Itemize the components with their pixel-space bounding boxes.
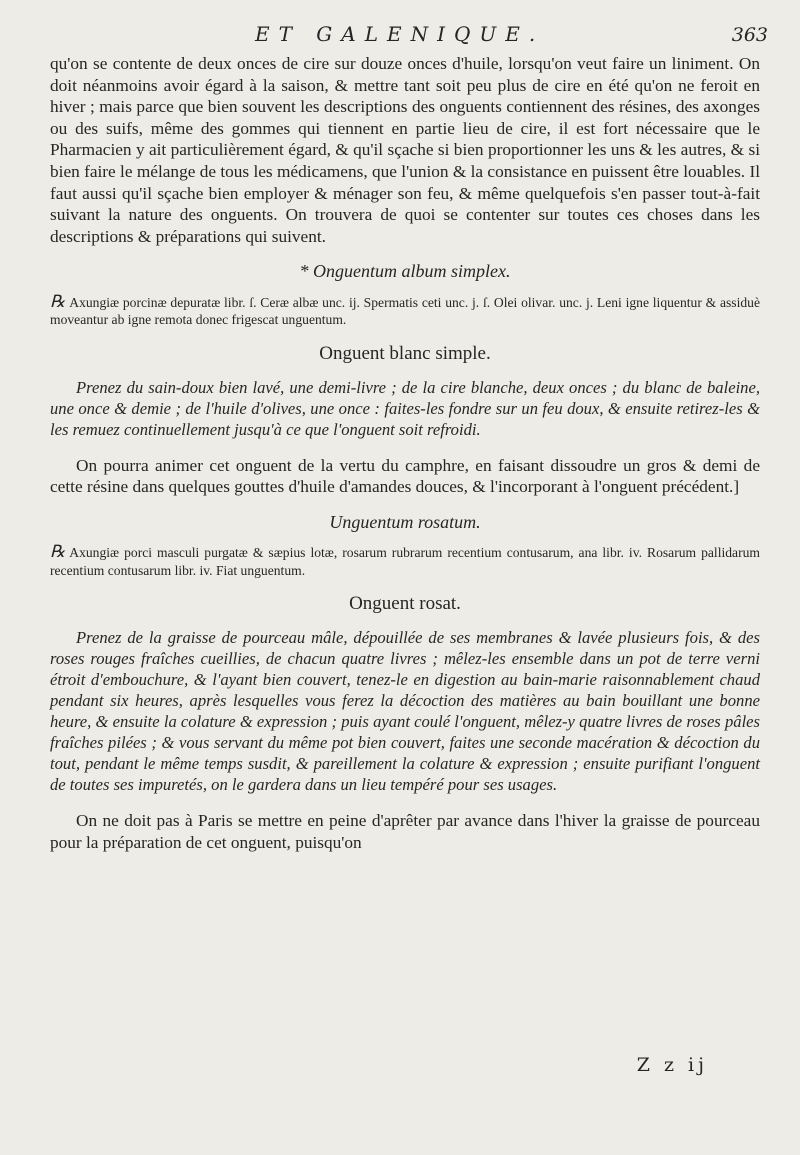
running-head: ET GALENIQUE. [255, 22, 545, 46]
instructions-blanc: Prenez du sain-doux bien lavé, une demi-livre ; de la cire blanche, deux onces ; du blanc de baleine, une once & demie ; de l'huile d'olives, une once : faites-les fondre sur un feu doux, & ensuite retirez-les & les remuez continuellement jusqu'à ce que l'onguent soit refroidi. [50, 377, 760, 439]
paragraph-paris: On ne doit pas à Paris se mettre en peine d'aprêter par avance dans l'hiver la graisse de pourceau pour la préparation de cet onguent, puisqu'on [50, 810, 760, 852]
recipe-latin-album [50, 293, 760, 329]
heading-latin-album: * Onguentum album simplex. [299, 261, 511, 282]
paragraph-camphre: On pourra animer cet onguent de la vertu du camphre, en faisant dissoudre un gros & demi de cette résine dans quelques gouttes d'huile d'amandes douces, & l'incorporant à l'onguent précédent.] [50, 455, 760, 497]
recipe-symbol: ℞ [50, 542, 66, 562]
recipe-latin-text: Axungiæ porcinæ depuratæ libr. ſ. Ceræ albæ unc. ij. Spermatis ceti unc. j. ſ. Olei olivar. unc. j. Leni igne liquentur & assiduè moveantur ab igne remota donec frigescat unguentum. [50, 294, 760, 328]
instructions-rosat: Prenez de la graisse de pourceau mâle, dépouillée de ses membranes & lavée plusieurs fois, & des roses rouges fraîches cueillies, de chacun quatre livres ; mêlez-les ensemble dans un pot de terre verni étroit d'embouchure, & l'ayant bien couvert, tenez-le en digestion au bain-marie raisonnablement chaud pendant six heures, après lesquelles vous ferez la décoction des matières au bain bouillant une bonne heure, & ensuite la colature & expression ; puis ayant coulé l'onguent, mêlez-y quatre livres de roses pâles fraîches pilées ; & vous servant du même pot bien couvert, faites une seconde macération & décoction du tout, pendant le même temps susdit, & pareillement la colature & expression ; ensuite purifiant l'onguent de toutes ses impuretés, on le gardera dans un lieu tempéré pour ses usages. [50, 627, 760, 794]
paragraph-intro: qu'on se contente de deux onces de cire sur douze onces d'huile, lorsqu'on veut faire un liniment. On doit néanmoins avoir égard à la saison, & mettre tant soit peu plus de cire en été qu'on ne feroit en hiver ; mais parce que bien souvent les descriptions des onguents contiennent des résines, des axonges ou des suifs, même des gommes qui tiennent en partie lieu de cire, il est fort nécessaire que le Pharmacien y ait particulièrement égard, & qu'il sçache si bien proportionner les uns & les autres, & si bien faire le mélange de tous les médicamens, que l'union & la consistance en puissent être louables. Il faut aussi qu'il sçache bien employer & ménager son feu, & même quelquefois s'en passer tout-à-fait suivant la nature des onguents. On trouvera de quoi se contenter sur toutes ces choses dans les descriptions & préparations qui suivent. [50, 54, 760, 246]
heading-french-blanc: Onguent blanc simple. [319, 342, 491, 364]
book-page [50, 0, 768, 1155]
heading-latin-rosatum: Unguentum rosatum. [329, 511, 481, 532]
recipe-latin-text: Axungiæ porci masculi purgatæ & sæpius lotæ, rosarum rubrarum recentium contusarum, ana libr. iv. Rosarum pallidarum recentium contusarum libr. iv. Fiat unguentum. [50, 545, 760, 578]
signature-mark: Z z ij [636, 1054, 708, 1076]
recipe-symbol: ℞ [50, 291, 66, 311]
heading-french-rosat: Onguent rosat. [349, 593, 461, 615]
recipe-latin-rosatum [50, 543, 760, 579]
page-text [50, 53, 760, 867]
page-number: 363 [731, 24, 768, 46]
